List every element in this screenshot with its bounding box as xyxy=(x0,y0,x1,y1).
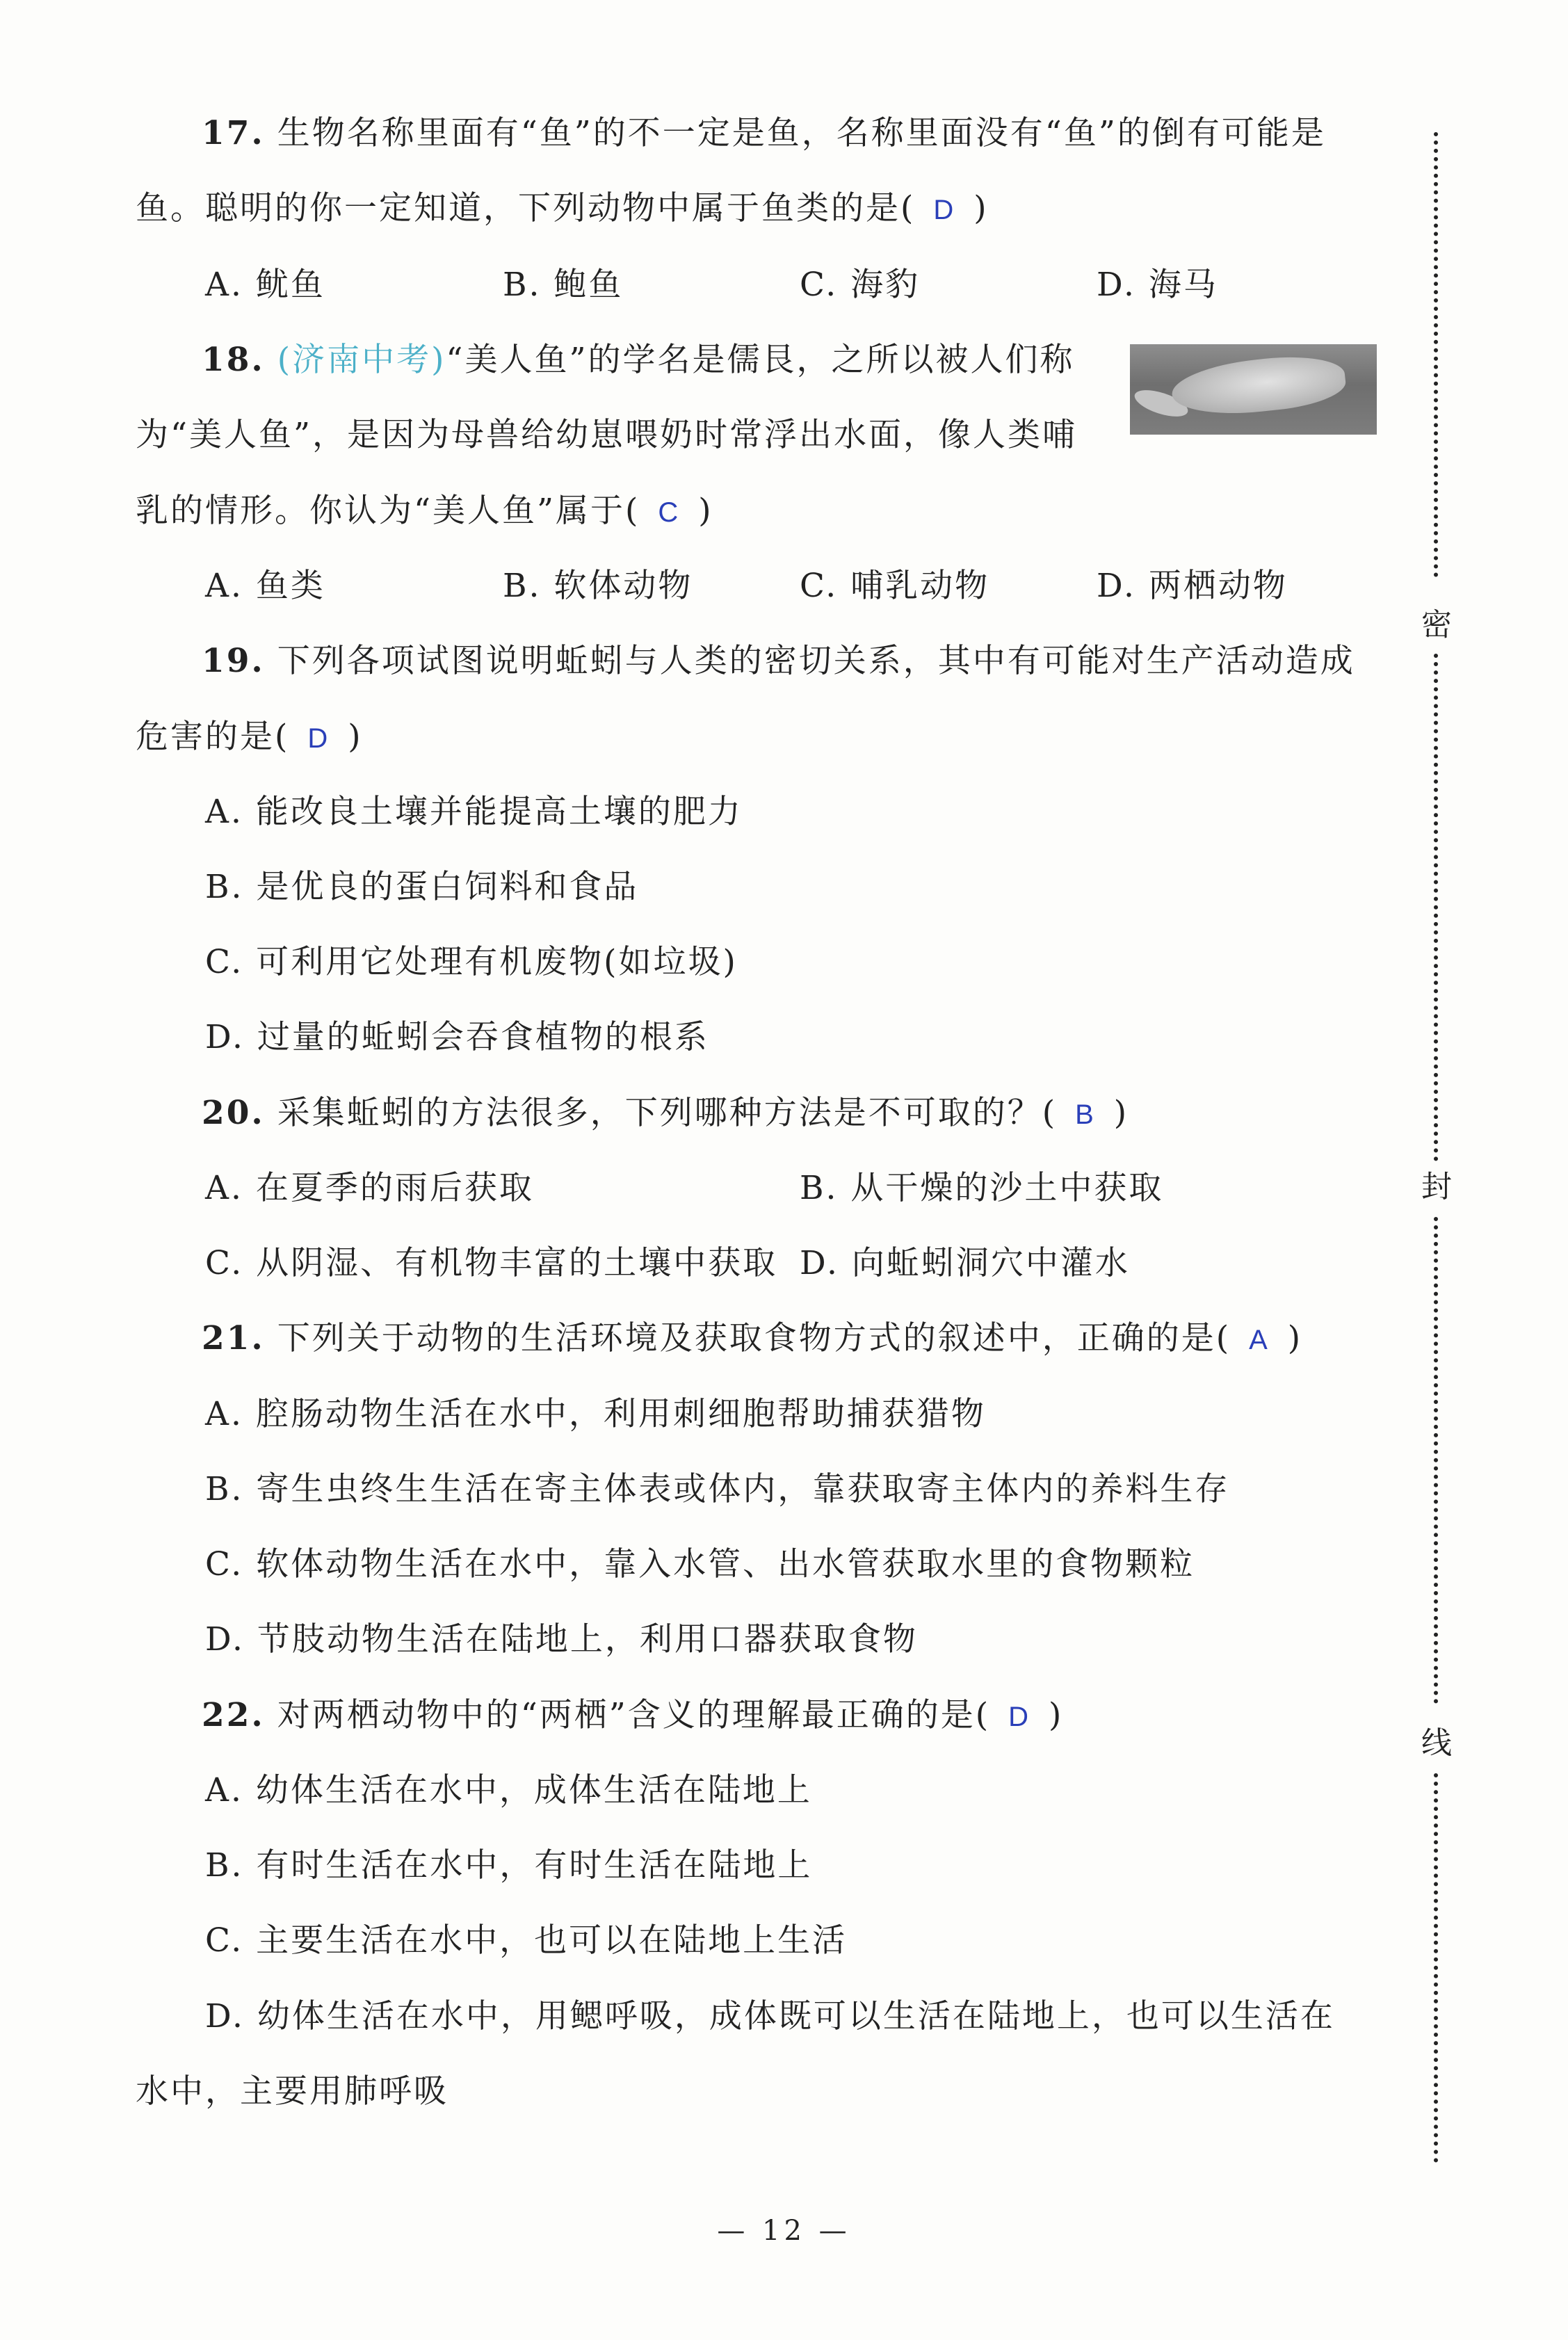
q19-answer: D xyxy=(307,723,330,754)
q18-option-b: B. 软体动物 xyxy=(503,567,693,605)
q19-line1 xyxy=(202,640,1355,682)
q21-close: ) xyxy=(1287,1319,1303,1357)
q18-line1 xyxy=(202,339,1074,381)
seal-line-dots-1 xyxy=(1434,132,1438,577)
seal-char-feng: 封 xyxy=(1421,1169,1452,1204)
q17-option-c: C. 海豹 xyxy=(800,266,921,304)
q22-option-c: C. 主要生活在水中，也可以在陆地上生活 xyxy=(205,1921,848,1960)
seal-line-dots-2 xyxy=(1434,654,1438,1161)
q18-number: 18. xyxy=(202,341,265,379)
q18-close: ) xyxy=(698,492,713,530)
q22-line1 xyxy=(202,1695,1063,1738)
q17-number: 17. xyxy=(202,114,265,152)
q18-line3 xyxy=(136,490,713,533)
q20-option-b: B. 从干燥的沙土中获取 xyxy=(800,1169,1164,1207)
q17-text-2: 鱼。聪明的你一定知道，下列动物中属于鱼类的是( xyxy=(136,189,916,227)
q20-text: 采集蚯蚓的方法很多，下列哪种方法是不可取的？( xyxy=(277,1094,1058,1132)
q20-option-a: A. 在夏季的雨后获取 xyxy=(205,1169,534,1207)
q21-option-b: B. 寄生虫终生生活在寄主体表或体内，靠获取寄主体内的养料生存 xyxy=(205,1470,1230,1508)
q19-option-a: A. 能改良土壤并能提高土壤的肥力 xyxy=(205,793,743,831)
q21-text: 下列关于动物的生活环境及获取食物方式的叙述中，正确的是( xyxy=(277,1319,1231,1357)
q18-source: (济南中考) xyxy=(277,341,446,379)
q18-option-a: A. 鱼类 xyxy=(205,567,325,605)
q22-option-d: D. 幼体生活在水中，用鳃呼吸，成体既可以生活在陆地上，也可以生活在 xyxy=(205,1997,1335,2035)
q19-line2 xyxy=(136,716,363,759)
q18-line2: 为“美人鱼”，是因为母兽给幼崽喂奶时常浮出水面，像人类哺 xyxy=(136,416,1078,454)
q19-number: 19. xyxy=(202,642,265,680)
dugong-photo xyxy=(1130,344,1377,435)
q19-text-2: 危害的是( xyxy=(136,718,290,756)
seal-line-dots-4 xyxy=(1434,1773,1438,2163)
q17-answer: D xyxy=(933,195,956,225)
q22-answer: D xyxy=(1008,1702,1031,1732)
q17-line2 xyxy=(136,188,989,231)
seal-char-mi: 密 xyxy=(1421,607,1452,643)
q18-text-3: 乳的情形。你认为“美人鱼”属于( xyxy=(136,492,640,530)
q20-option-c: C. 从阴湿、有机物丰富的土壤中获取 xyxy=(205,1244,778,1282)
q17-text: 生物名称里面有“鱼”的不一定是鱼，名称里面没有“鱼”的倒有可能是 xyxy=(277,114,1326,152)
q21-answer: A xyxy=(1249,1325,1270,1355)
q18-option-d: D. 两栖动物 xyxy=(1097,567,1288,605)
q20-line1 xyxy=(202,1092,1129,1136)
seal-line-dots-3 xyxy=(1434,1217,1438,1704)
dugong-body xyxy=(1170,350,1348,421)
q17-option-b: B. 鲍鱼 xyxy=(503,266,624,304)
q19-option-d: D. 过量的蚯蚓会吞食植物的根系 xyxy=(205,1018,709,1056)
q21-line1 xyxy=(202,1318,1302,1361)
q19-option-c: C. 可利用它处理有机废物(如垃圾) xyxy=(205,943,738,981)
q21-number: 21. xyxy=(202,1319,265,1357)
seal-char-xian: 线 xyxy=(1421,1725,1452,1761)
q22-close: ) xyxy=(1049,1696,1064,1734)
q19-option-b: B. 是优良的蛋白饲料和食品 xyxy=(205,868,639,906)
q20-option-d: D. 向蚯蚓洞穴中灌水 xyxy=(800,1244,1130,1282)
q17-option-d: D. 海马 xyxy=(1097,266,1218,304)
q19-close: ) xyxy=(348,718,363,756)
q18-text: “美人鱼”的学名是儒艮，之所以被人们称 xyxy=(446,341,1075,379)
q22-option-a: A. 幼体生活在水中，成体生活在陆地上 xyxy=(205,1771,812,1809)
q17-line1 xyxy=(202,113,1326,154)
q22-option-b: B. 有时生活在水中，有时生活在陆地上 xyxy=(205,1846,813,1885)
q22-number: 22. xyxy=(202,1696,265,1734)
q20-number: 20. xyxy=(202,1094,265,1132)
q17-option-a: A. 鱿鱼 xyxy=(205,266,325,304)
q20-answer: B xyxy=(1075,1099,1096,1130)
q17-close: ) xyxy=(973,189,989,227)
q18-answer: C xyxy=(658,497,681,528)
q21-option-c: C. 软体动物生活在水中，靠入水管、出水管获取水里的食物颗粒 xyxy=(205,1545,1195,1583)
q22-option-d-cont: 水中，主要用肺呼吸 xyxy=(136,2072,448,2111)
q20-close: ) xyxy=(1113,1094,1129,1132)
page-number: — 12 — xyxy=(717,2215,851,2247)
q22-text: 对两栖动物中的“两栖”含义的理解最正确的是( xyxy=(277,1696,991,1734)
q21-option-d: D. 节肢动物生活在陆地上，利用口器获取食物 xyxy=(205,1620,918,1659)
q21-option-a: A. 腔肠动物生活在水中，利用刺细胞帮助捕获猎物 xyxy=(205,1395,986,1433)
q19-text: 下列各项试图说明蚯蚓与人类的密切关系，其中有可能对生产活动造成 xyxy=(277,642,1355,680)
q18-option-c: C. 哺乳动物 xyxy=(800,567,990,605)
